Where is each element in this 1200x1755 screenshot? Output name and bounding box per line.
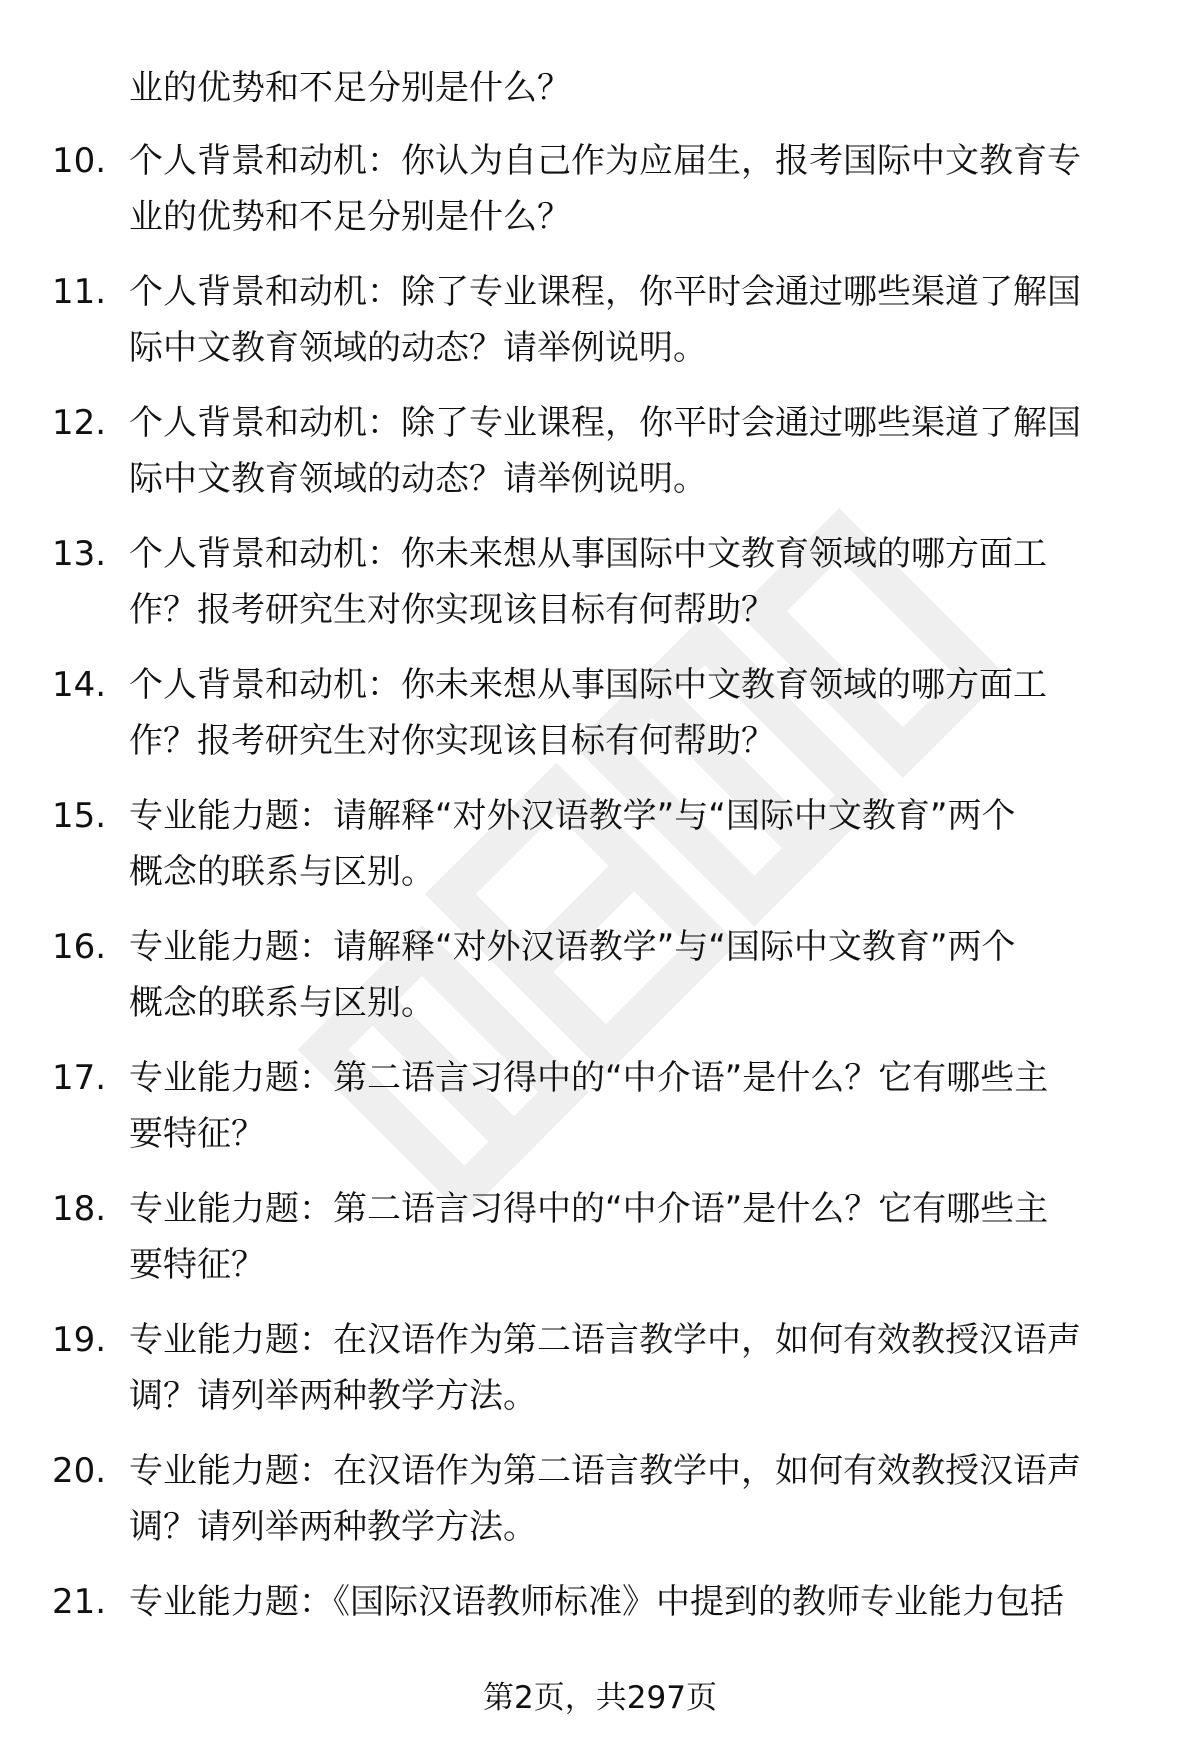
question-text-line: 业的优势和不足分别是什么？	[129, 197, 571, 237]
question-text-line: 专业能力题：请解释“对外汉语教学”与“国际中文教育”两个	[129, 796, 1016, 836]
question-text-line: 专业能力题：在汉语作为第二语言教学中，如何有效教授汉语声	[129, 1451, 1081, 1491]
question-number: 16.	[52, 927, 107, 967]
question-text	[129, 1181, 1139, 1293]
question-text	[129, 264, 1139, 376]
question-text	[129, 1050, 1139, 1162]
question-text-line: 专业能力题：第二语言习得中的“中介语”是什么？它有哪些主	[129, 1058, 1049, 1098]
question-text-line: 概念的联系与区别。	[129, 983, 435, 1023]
question-item	[0, 919, 1200, 1050]
question-text-line: 个人背景和动机：你认为自己作为应届生，报考国际中文教育专	[129, 141, 1081, 181]
question-item	[0, 264, 1200, 395]
question-number: 15.	[52, 796, 107, 836]
question-text	[129, 788, 1139, 900]
question-item	[0, 788, 1200, 919]
question-item	[0, 1181, 1200, 1312]
question-item	[0, 1050, 1200, 1181]
question-text	[129, 1574, 1139, 1630]
question-text-line: 际中文教育领域的动态？请举例说明。	[129, 328, 707, 368]
page-indicator: 第2页，共297页	[483, 1680, 717, 1716]
question-text-line: 要特征？	[129, 1114, 265, 1154]
question-text	[129, 1312, 1139, 1424]
continuation-text: 业的优势和不足分别是什么？	[129, 68, 571, 108]
question-list	[0, 133, 1200, 1705]
question-number: 11.	[52, 272, 107, 312]
question-text	[129, 526, 1139, 638]
question-text-line: 调？请列举两种教学方法。	[129, 1507, 537, 1547]
question-text-line: 个人背景和动机：你未来想从事国际中文教育领域的哪方面工	[129, 534, 1047, 574]
question-number: 17.	[52, 1058, 107, 1098]
question-item	[0, 395, 1200, 526]
question-text	[129, 1443, 1139, 1555]
question-number: 19.	[52, 1320, 107, 1360]
question-text	[129, 133, 1139, 245]
question-text	[129, 657, 1139, 769]
question-text-line: 个人背景和动机：除了专业课程，你平时会通过哪些渠道了解国	[129, 272, 1081, 312]
question-text-line: 调？请列举两种教学方法。	[129, 1376, 537, 1416]
question-text-line: 概念的联系与区别。	[129, 852, 435, 892]
question-text-line: 作？报考研究生对你实现该目标有何帮助？	[129, 721, 775, 761]
question-text-line: 专业能力题：请解释“对外汉语教学”与“国际中文教育”两个	[129, 927, 1016, 967]
question-item	[0, 657, 1200, 788]
question-text-line: 个人背景和动机：你未来想从事国际中文教育领域的哪方面工	[129, 665, 1047, 705]
question-text-line: 专业能力题：第二语言习得中的“中介语”是什么？它有哪些主	[129, 1189, 1049, 1229]
question-text-line: 专业能力题：《国际汉语教师标准》中提到的教师专业能力包括	[129, 1582, 1064, 1622]
question-number: 12.	[52, 403, 107, 443]
question-item	[0, 526, 1200, 657]
question-item	[0, 1443, 1200, 1574]
question-text	[129, 395, 1139, 507]
question-text-line: 作？报考研究生对你实现该目标有何帮助？	[129, 590, 775, 630]
question-number: 20.	[52, 1451, 107, 1491]
question-number: 18.	[52, 1189, 107, 1229]
question-text	[129, 919, 1139, 1031]
question-text-line: 际中文教育领域的动态？请举例说明。	[129, 459, 707, 499]
question-number: 21.	[52, 1582, 107, 1622]
question-number: 14.	[52, 665, 107, 705]
question-number: 10.	[52, 141, 107, 181]
question-text-line: 专业能力题：在汉语作为第二语言教学中，如何有效教授汉语声	[129, 1320, 1081, 1360]
question-text-line: 个人背景和动机：除了专业课程，你平时会通过哪些渠道了解国	[129, 403, 1081, 443]
question-item	[0, 133, 1200, 264]
question-item	[0, 1312, 1200, 1443]
question-text-line: 要特征？	[129, 1245, 265, 1285]
question-number: 13.	[52, 534, 107, 574]
